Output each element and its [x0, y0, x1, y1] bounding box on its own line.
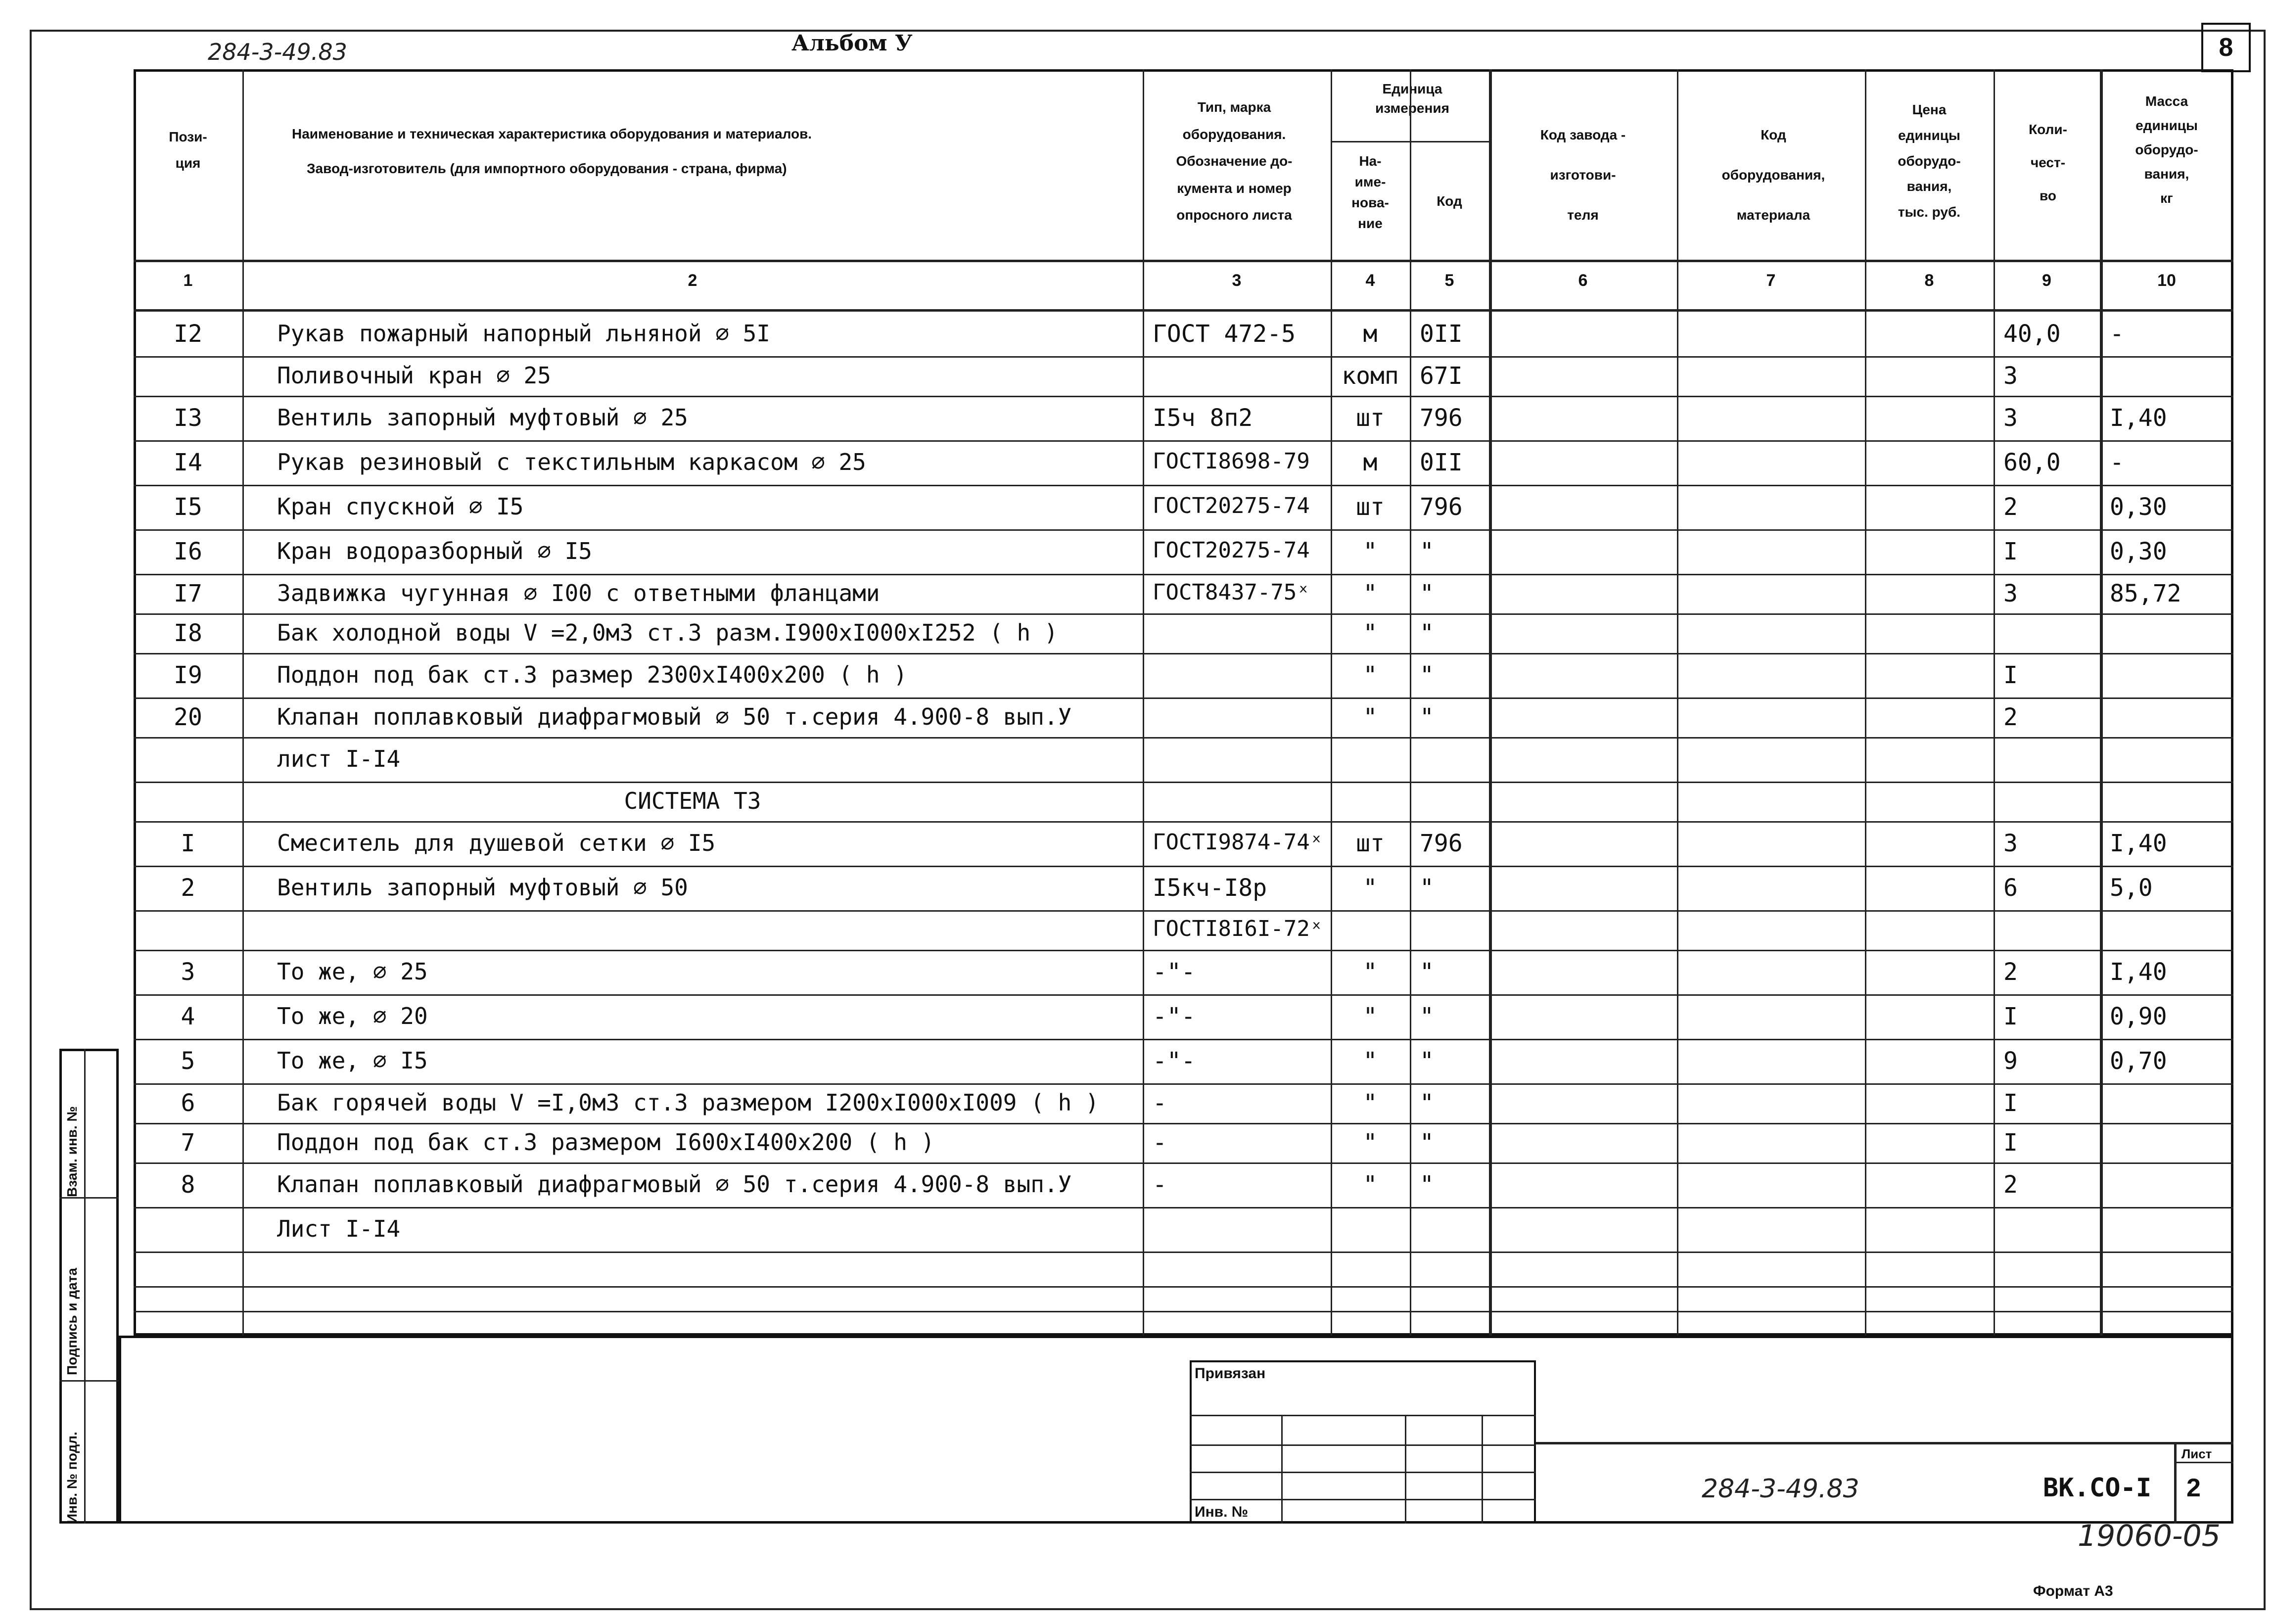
column-divider [1677, 69, 1678, 1336]
cell-unit: м [1363, 449, 1378, 476]
cell-code: " [1420, 619, 1434, 647]
row-divider [134, 737, 2233, 739]
row-divider [134, 613, 2233, 615]
cell-name: Смеситель для душевой сетки ⌀ I5 [277, 830, 716, 856]
cell-qty: 2 [2003, 1171, 2018, 1199]
cell-unit: комп [1342, 362, 1399, 390]
cell-code: " [1420, 1171, 1434, 1199]
row-divider [134, 485, 2233, 486]
cell-qty: 2 [2003, 703, 2018, 731]
cell-name: Бак холодной воды V =2,0м3 ст.3 разм.I900хI000хI252 ( h ) [277, 619, 1058, 646]
cell-mass: 0,90 [2110, 1003, 2167, 1030]
cell-type: ГОСТ 472-5 [1153, 320, 1296, 348]
cell-name: Рукав резиновый с текстильным каркасом ⌀ 25 [277, 449, 866, 475]
cell-pos: 5 [181, 1047, 195, 1075]
cell-code: 67I [1420, 362, 1463, 390]
row-divider [134, 574, 2233, 575]
cell-mass: I,40 [2110, 404, 2167, 432]
cell-name: Поддон под бак ст.3 размер 2300хI400х200 ( h ) [277, 661, 907, 688]
bound-block-line [1482, 1415, 1483, 1524]
cell-code: " [1420, 1129, 1434, 1157]
cell-pos: I7 [174, 580, 202, 607]
bound-block-line [1405, 1415, 1406, 1524]
cell-unit: " [1363, 619, 1378, 647]
cell-code: 796 [1420, 404, 1463, 432]
cell-name: лист I-I4 [277, 745, 401, 772]
header-col8-line: вания, [1906, 179, 1952, 194]
cell-name: Вентиль запорный муфтовый ⌀ 50 [277, 874, 688, 901]
cell-unit: " [1363, 580, 1378, 607]
column-divider [1865, 69, 1866, 1336]
cell-type: ГОСТI8698-79 [1153, 449, 1310, 474]
cell-type: - [1153, 1129, 1167, 1157]
cell-qty: I [2003, 1089, 2018, 1117]
header-col4-line: име- [1354, 174, 1386, 189]
cell-pos: I9 [174, 661, 202, 689]
side-label-signature-date: Подпись и дата [64, 1268, 80, 1375]
cell-qty: 2 [2003, 493, 2018, 521]
cell-name: Кран спускной ⌀ I5 [277, 493, 524, 520]
cell-type: I5кч-I8р [1153, 874, 1267, 902]
header-col3-line: кумента и номер [1177, 180, 1292, 196]
column-number: 4 [1365, 271, 1375, 290]
cell-mass: 5,0 [2110, 874, 2153, 902]
header-col3-line: опросного листа [1176, 207, 1292, 223]
cell-name: Задвижка чугунная ⌀ I00 с ответными фланцами [277, 580, 880, 606]
cell-type: -"- [1153, 1047, 1196, 1075]
cell-unit: " [1363, 1089, 1378, 1117]
cell-qty: 9 [2003, 1047, 2018, 1075]
cell-unit: шт [1356, 493, 1385, 521]
header-col3-line: оборудования. [1182, 126, 1286, 142]
cell-unit: " [1363, 1047, 1378, 1075]
cell-type: - [1153, 1171, 1167, 1199]
row-divider [134, 1286, 2233, 1288]
cell-unit: " [1363, 1129, 1378, 1157]
cell-unit: " [1363, 703, 1378, 731]
header-col45-line: Единица [1382, 81, 1442, 96]
row-divider [134, 396, 2233, 397]
cell-type: -"- [1153, 1003, 1196, 1030]
header-col7-line: оборудования, [1721, 167, 1825, 183]
cell-pos: I4 [174, 449, 202, 476]
column-number: 1 [183, 271, 193, 290]
cell-pos: 3 [181, 958, 195, 986]
inventory-label: Инв. № [1195, 1504, 1249, 1520]
cell-qty: 3 [2003, 362, 2018, 390]
bound-block-line [1190, 1415, 1536, 1416]
cell-type: ГОСТ8437-75ˣ [1153, 580, 1310, 605]
cell-name: Клапан поплавковый диафрагмовый ⌀ 50 т.серия 4.900-8 вып.У [277, 1171, 1072, 1198]
cell-name: Лист I-I4 [277, 1215, 401, 1242]
cell-pos: 6 [181, 1089, 195, 1117]
cell-mass: 85,72 [2110, 580, 2181, 607]
cell-name: Поливочный кран ⌀ 25 [277, 362, 551, 389]
cell-name: То же, ⌀ I5 [277, 1047, 428, 1074]
row-divider [134, 356, 2233, 358]
header-col4-line: нова- [1351, 195, 1389, 210]
column-number: 7 [1766, 271, 1776, 290]
cell-unit: м [1363, 320, 1378, 348]
row-divider [134, 1123, 2233, 1124]
header-col4-line: На- [1359, 153, 1382, 169]
header-col2-line: Завод-изготовитель (для импортного оборудования - страна, фирма) [307, 161, 787, 176]
cell-unit: шт [1356, 404, 1385, 432]
side-stamp-divider [59, 1380, 119, 1382]
row-divider [134, 866, 2233, 867]
cell-code: 796 [1420, 830, 1463, 857]
header-col5: Код [1437, 193, 1462, 209]
cell-pos: 7 [181, 1129, 195, 1157]
cell-mass: I,40 [2110, 830, 2167, 857]
cell-qty: I [2003, 1129, 2018, 1157]
cell-qty: 2 [2003, 958, 2018, 986]
header-col7-line: Код [1761, 127, 1786, 142]
cell-code: " [1420, 874, 1434, 902]
column-divider [2100, 69, 2103, 1336]
cell-name: Вентиль запорный муфтовый ⌀ 25 [277, 404, 688, 431]
header-col9-line: во [2040, 188, 2056, 204]
cell-pos: 20 [174, 703, 202, 731]
row-divider [134, 1207, 2233, 1208]
cell-mass: 0,30 [2110, 538, 2167, 565]
title-block-line [1536, 1442, 2233, 1444]
designation: ВК.СО-I [2043, 1473, 2152, 1503]
row-divider [134, 697, 2233, 699]
cell-name: Кран водоразборный ⌀ I5 [277, 538, 592, 564]
cell-name: То же, ⌀ 20 [277, 1003, 428, 1029]
album-title: Альбом У [791, 31, 913, 56]
cell-mass: 0,70 [2110, 1047, 2167, 1075]
cell-unit: " [1363, 661, 1378, 689]
cell-unit: " [1363, 1003, 1378, 1030]
cell-qty: 40,0 [2003, 320, 2061, 348]
cell-code: " [1420, 661, 1434, 689]
cell-qty: 3 [2003, 580, 2018, 607]
column-number: 3 [1232, 271, 1242, 290]
sheet-label: Лист [2181, 1446, 2212, 1461]
cell-mass: 0,30 [2110, 493, 2167, 521]
cell-mass: - [2110, 449, 2124, 476]
cell-pos: I2 [174, 320, 202, 348]
cell-qty: I [2003, 1003, 2018, 1030]
header-col8-line: Цена [1912, 102, 1947, 117]
bound-block-line [1281, 1415, 1283, 1524]
header-col6-line: изготови- [1550, 167, 1616, 183]
cell-pos: I8 [174, 619, 202, 647]
cell-qty: 3 [2003, 830, 2018, 857]
column-divider [1410, 69, 1411, 1336]
cell-mass: I,40 [2110, 958, 2167, 986]
cell-mass: - [2110, 320, 2124, 348]
header-col6-line: теля [1567, 207, 1599, 223]
cell-code: 0II [1420, 320, 1463, 348]
cell-type: ГОСТI8I6I-72ˣ [1153, 916, 1323, 941]
cell-code: " [1420, 703, 1434, 731]
bound-stamp-label: Привязан [1195, 1365, 1266, 1382]
header-col1-line: ция [175, 155, 201, 171]
cell-type: -"- [1153, 958, 1196, 986]
header-col8-line: оборудо- [1898, 153, 1961, 169]
cell-code: " [1420, 1089, 1434, 1117]
number-row-bottom-line [134, 309, 2233, 312]
cell-qty: 6 [2003, 874, 2018, 902]
header-col10-line: кг [2160, 190, 2173, 206]
cell-type: ГОСТ20275-74 [1153, 493, 1310, 518]
header-col3-line: Обозначение до- [1176, 153, 1293, 169]
cell-type: I5ч 8п2 [1153, 404, 1253, 432]
header-col10-line: единицы [2135, 118, 2198, 133]
row-divider [134, 529, 2233, 531]
row-divider [134, 653, 2233, 654]
column-divider [1143, 69, 1144, 1336]
cell-name: Клапан поплавковый диафрагмовый ⌀ 50 т.серия 4.900-8 вып.У [277, 703, 1072, 730]
row-divider [134, 1039, 2233, 1040]
cell-name: СИСТЕМА Т3 [624, 788, 761, 814]
header-col45-line: измерения [1375, 100, 1449, 116]
bound-block-line [1190, 1444, 1536, 1446]
side-label-inv-original: Инв. № подл. [64, 1432, 80, 1524]
bound-block-line [1190, 1499, 1536, 1500]
row-divider [134, 1162, 2233, 1164]
cell-code: " [1420, 1047, 1434, 1075]
format-label: Формат А3 [2033, 1583, 2113, 1599]
cell-code: " [1420, 580, 1434, 607]
cell-pos: I3 [174, 404, 202, 432]
header-col7-line: материала [1736, 207, 1810, 223]
cell-pos: 8 [181, 1171, 195, 1199]
cell-code: 0II [1420, 449, 1463, 476]
row-divider [134, 994, 2233, 996]
column-number: 2 [688, 271, 697, 290]
row-divider [134, 1083, 2233, 1085]
row-divider [134, 821, 2233, 823]
cell-code: " [1420, 538, 1434, 565]
cell-unit: шт [1356, 830, 1385, 857]
column-number: 8 [1924, 271, 1934, 290]
row-divider [134, 440, 2233, 442]
cell-qty: I [2003, 538, 2018, 565]
cell-name: Бак горячей воды V =I,0м3 ст.3 размером I200хI000хI009 ( h ) [277, 1089, 1099, 1116]
column-number: 9 [2042, 271, 2051, 290]
column-divider [1489, 69, 1492, 1336]
title-block-line [2174, 1462, 2233, 1463]
column-divider [242, 69, 244, 1336]
row-divider [134, 1311, 2233, 1312]
cell-unit: " [1363, 538, 1378, 565]
cell-pos: 4 [181, 1003, 195, 1030]
header-col9-line: Коли- [2029, 122, 2067, 137]
row-divider [134, 950, 2233, 951]
sheet-number: 2 [2186, 1474, 2201, 1502]
row-divider [134, 782, 2233, 783]
inventory-number: 19060-05 [2078, 1519, 2221, 1553]
row-divider [134, 1252, 2233, 1253]
header-col9-line: чест- [2030, 155, 2066, 171]
header-col3-line: Тип, марка [1197, 99, 1271, 115]
column-number: 5 [1444, 271, 1454, 290]
stamp-frame [119, 1336, 2233, 1524]
column-number: 10 [2157, 271, 2176, 290]
cell-type: ГОСТ20275-74 [1153, 538, 1310, 563]
cell-pos: I5 [174, 493, 202, 521]
cell-name: Рукав пожарный напорный льняной ⌀ 5I [277, 320, 770, 347]
page-number: 8 [2219, 33, 2233, 62]
header-col2-line: Наименование и техническая характеристика оборудования и материалов. [292, 126, 812, 141]
header-col1-line: Пози- [169, 129, 207, 144]
cell-code: " [1420, 1003, 1434, 1030]
cell-pos: I [181, 830, 195, 857]
cell-qty: I [2003, 661, 2018, 689]
header-col4-line: ние [1358, 216, 1383, 231]
doc-code-top: 284-3-49.83 [208, 39, 347, 65]
cell-type: ГОСТI9874-74ˣ [1153, 830, 1323, 855]
unit-header-divider [1331, 141, 1489, 142]
bound-block-line [1190, 1472, 1536, 1473]
cell-pos: I6 [174, 538, 202, 565]
header-col10-line: вания, [2144, 166, 2189, 182]
cell-qty: 3 [2003, 404, 2018, 432]
cell-name: То же, ⌀ 25 [277, 958, 428, 985]
column-divider [1994, 69, 1995, 1336]
header-col6-line: Код завода - [1540, 127, 1626, 142]
header-bottom-line [134, 260, 2233, 262]
header-col8-line: тыс. руб. [1898, 204, 1961, 220]
cell-qty: 60,0 [2003, 449, 2061, 476]
side-stamp [59, 1049, 119, 1524]
side-label-replaced-inv: Взам. инв. № [64, 1106, 80, 1197]
header-col8-line: единицы [1898, 127, 1960, 143]
bottom-doc-code: 284-3-49.83 [1702, 1474, 1859, 1504]
cell-code: 796 [1420, 493, 1463, 521]
page-number-box [2201, 23, 2251, 72]
side-stamp-divider [84, 1049, 86, 1524]
title-block-line [2174, 1442, 2177, 1524]
column-number: 6 [1578, 271, 1588, 290]
side-stamp-divider [59, 1197, 119, 1199]
cell-type: - [1153, 1089, 1167, 1117]
cell-name: Поддон под бак ст.3 размером I600хI400х200 ( h ) [277, 1129, 935, 1156]
header-col10-line: Масса [2145, 93, 2188, 109]
cell-unit: " [1363, 874, 1378, 902]
cell-unit: " [1363, 958, 1378, 986]
cell-pos: 2 [181, 874, 195, 902]
cell-unit: " [1363, 1171, 1378, 1199]
row-divider [134, 910, 2233, 912]
header-col10-line: оборудо- [2135, 142, 2198, 157]
cell-code: " [1420, 958, 1434, 986]
